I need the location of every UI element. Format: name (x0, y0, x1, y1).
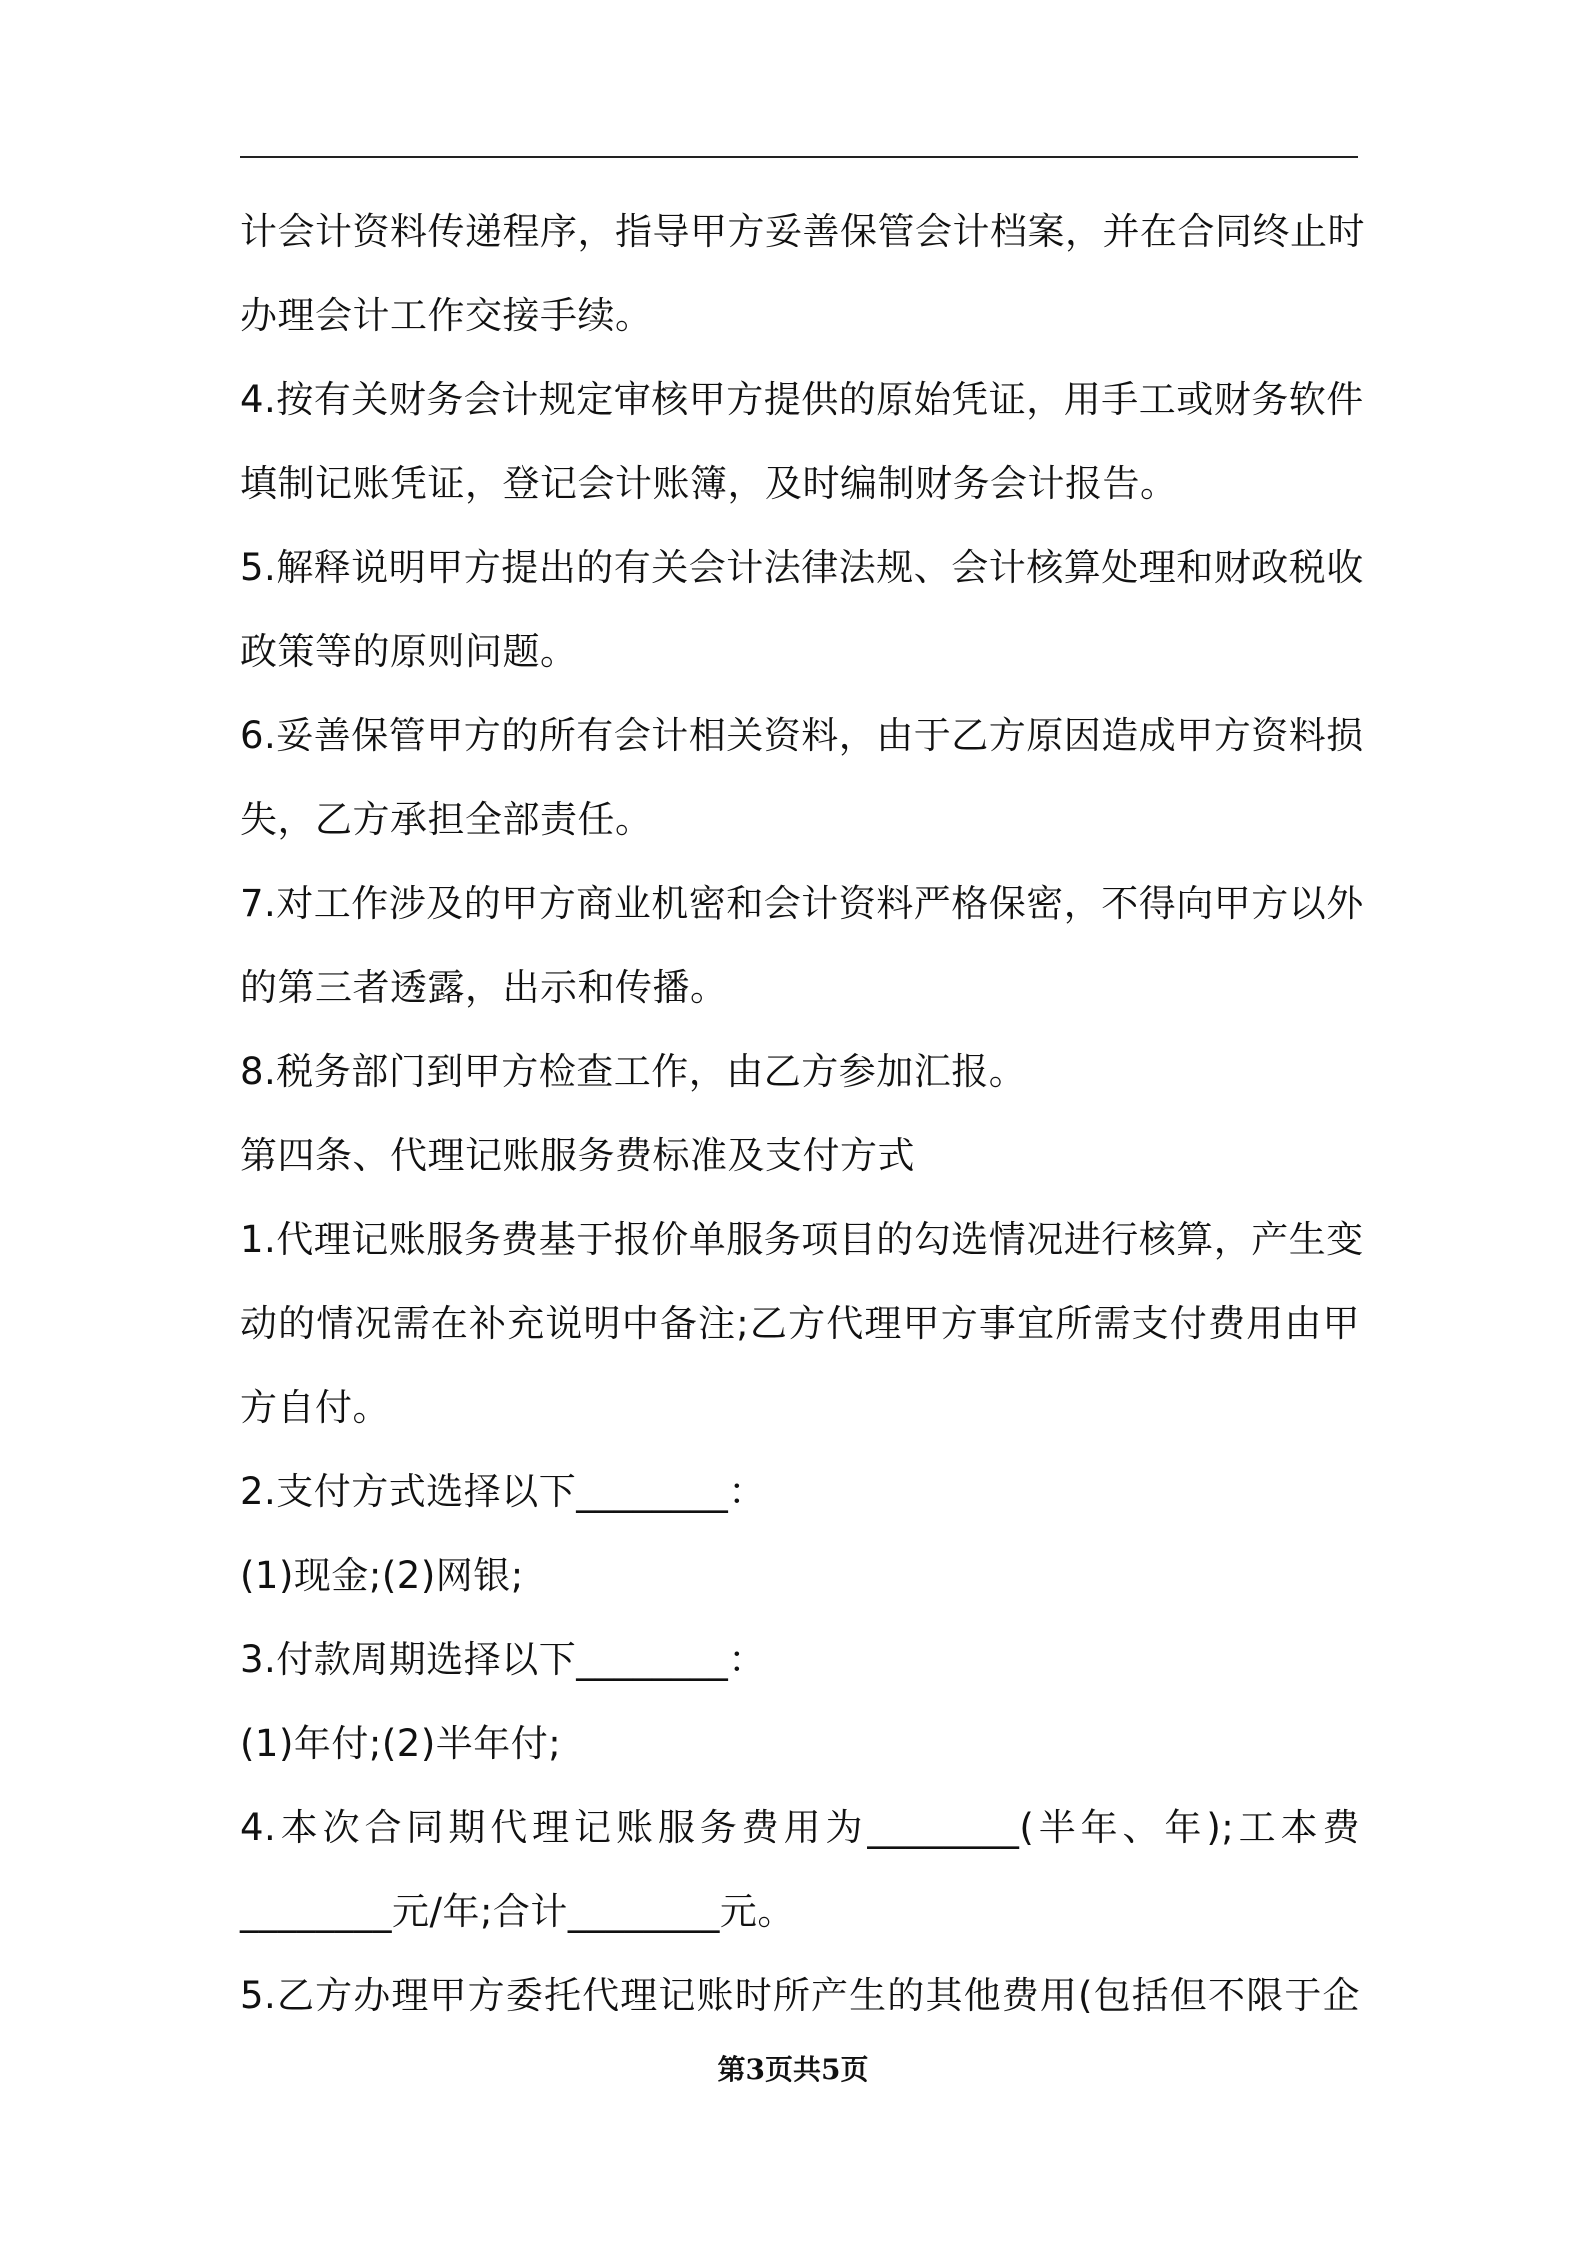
section-heading: 第四条、代理记账服务费标准及支付方式 (240, 1134, 915, 1177)
text-line: ________元/年;合计________元。 (240, 1890, 795, 1933)
text-line: 4.按有关财务会计规定审核甲方提供的原始凭证，用手工或财务软件 (240, 378, 1364, 421)
text-line: 6.妥善保管甲方的所有会计相关资料，由于乙方原因造成甲方资料损 (240, 714, 1364, 757)
text-line: 8.税务部门到甲方检查工作，由乙方参加汇报。 (240, 1050, 1027, 1093)
text-line: 2.支付方式选择以下________： (240, 1470, 766, 1513)
header-divider (240, 156, 1358, 158)
text-line: 5.解释说明甲方提出的有关会计法律法规、会计核算处理和财政税收 (240, 546, 1364, 589)
text-line: (1)现金;(2)网银; (240, 1554, 524, 1597)
text-line: 5.乙方办理甲方委托代理记账时所产生的其他费用(包括但不限于企 (240, 1974, 1360, 2017)
text-line: 动的情况需在补充说明中备注;乙方代理甲方事宜所需支付费用由甲 (240, 1302, 1360, 1345)
text-line: 的第三者透露，出示和传播。 (240, 966, 728, 1009)
text-line: 政策等的原则问题。 (240, 630, 578, 673)
text-line: (1)年付;(2)半年付; (240, 1722, 562, 1765)
text-line: 4.本次合同期代理记账服务费用为________(半年、年);工本费 (240, 1806, 1360, 1849)
document-body (240, 190, 1365, 2038)
text-line: 填制记账凭证，登记会计账簿，及时编制财务会计报告。 (240, 462, 1178, 505)
text-line: 1.代理记账服务费基于报价单服务项目的勾选情况进行核算，产生变 (240, 1218, 1364, 1261)
text-line: 计会计资料传递程序，指导甲方妥善保管会计档案，并在合同终止时 (240, 210, 1365, 253)
text-line: 7.对工作涉及的甲方商业机密和会计资料严格保密，不得向甲方以外 (240, 882, 1364, 925)
text-line: 办理会计工作交接手续。 (240, 294, 653, 337)
text-line: 方自付。 (240, 1386, 390, 1429)
text-line: 失，乙方承担全部责任。 (240, 798, 653, 841)
page-number: 第3页共5页 (717, 2053, 869, 2086)
text-line: 3.付款周期选择以下________： (240, 1638, 766, 1681)
